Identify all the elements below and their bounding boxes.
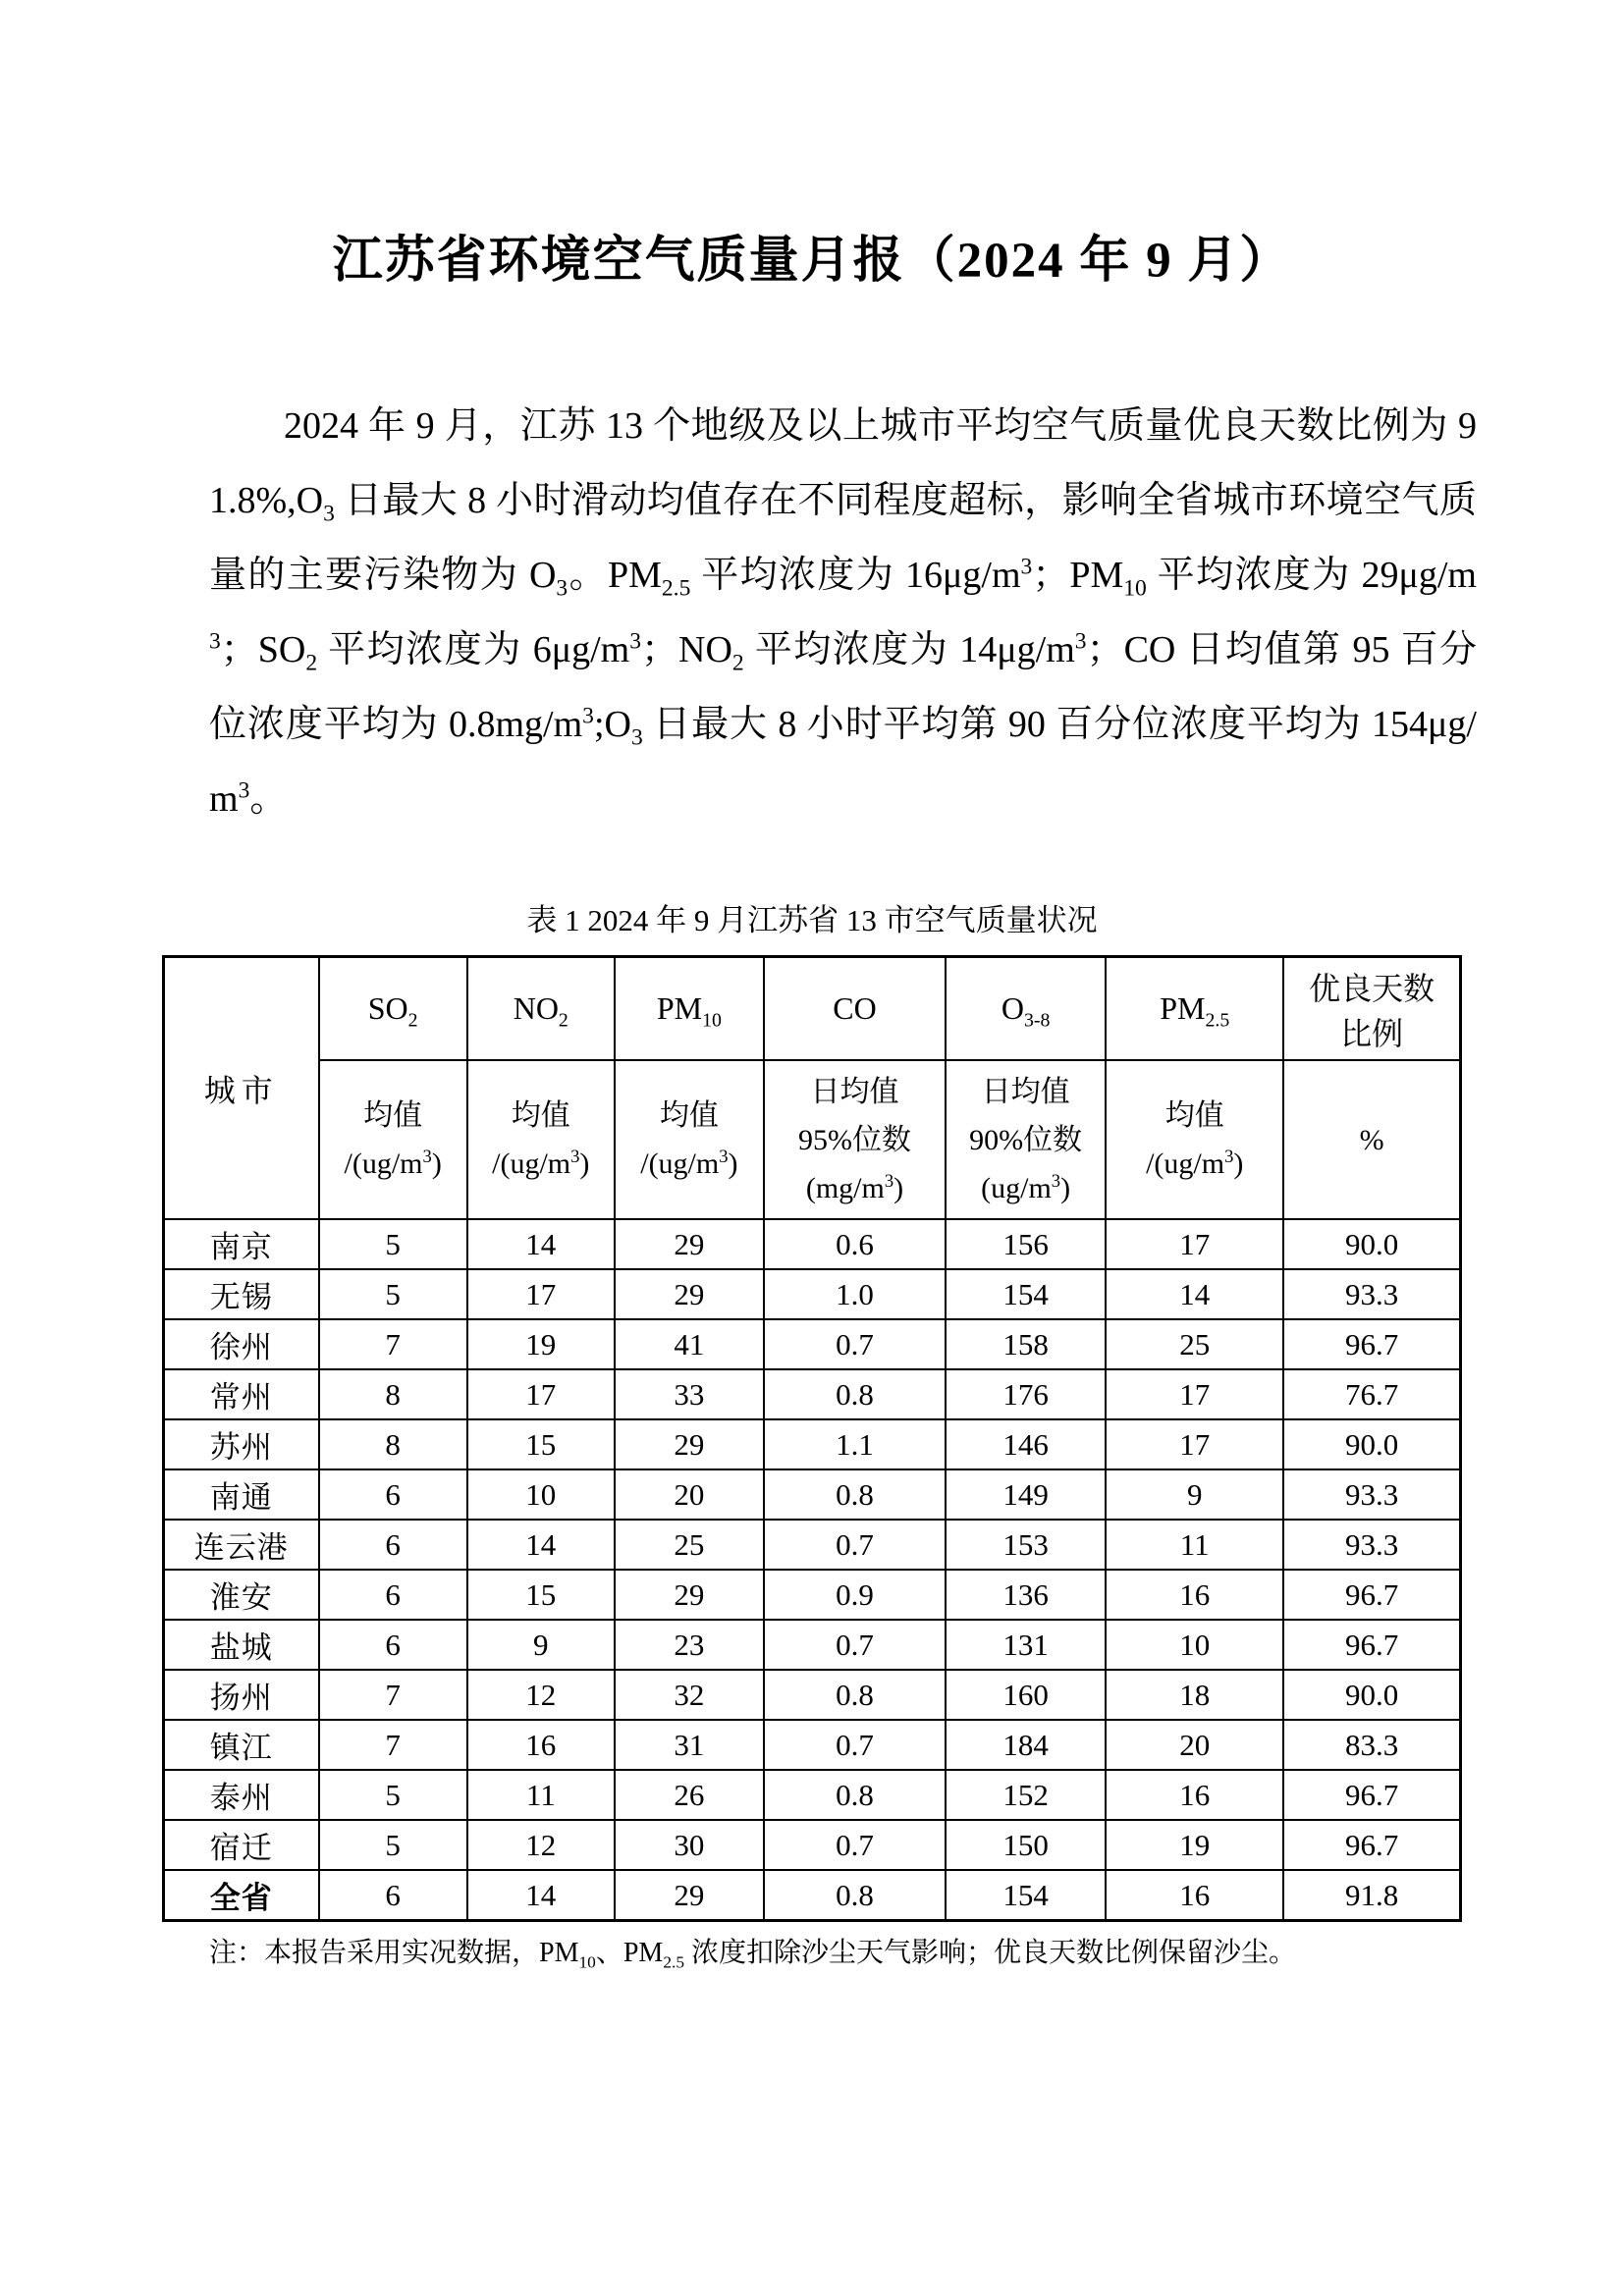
value-cell: 0.6: [764, 1219, 946, 1269]
value-cell: 0.7: [764, 1319, 946, 1369]
value-cell: 96.7: [1283, 1820, 1460, 1870]
value-cell: 160: [946, 1670, 1106, 1720]
value-cell: 0.8: [764, 1670, 946, 1720]
value-cell: 146: [946, 1419, 1106, 1469]
value-cell: 25: [615, 1520, 764, 1570]
city-cell: 淮安: [164, 1570, 319, 1620]
value-cell: 6: [319, 1620, 467, 1670]
value-cell: 5: [319, 1219, 467, 1269]
value-cell: 96.7: [1283, 1570, 1460, 1620]
value-cell: 6: [319, 1469, 467, 1520]
unit-no2: 均值 $/(ug/m^3)$: [467, 1060, 615, 1219]
city-cell: 全省: [164, 1870, 319, 1921]
value-cell: 184: [946, 1720, 1106, 1770]
value-cell: 96.7: [1283, 1319, 1460, 1369]
value-cell: 26: [615, 1770, 764, 1820]
value-cell: 11: [467, 1770, 615, 1820]
value-cell: 17: [1106, 1219, 1283, 1269]
value-cell: 29: [615, 1219, 764, 1269]
value-cell: 11: [1106, 1520, 1283, 1570]
unit-so2: 均值 $/(ug/m^3)$: [319, 1060, 467, 1219]
value-cell: 29: [615, 1870, 764, 1921]
footnote: 注：本报告采用实况数据，$PM_{10}$、$PM_{2.5}$ 浓度扣除沙尘天气影响；优良天数比例保留沙尘。: [209, 1938, 1297, 1972]
value-cell: 19: [467, 1319, 615, 1369]
header-o3-8: $O_{3-8}$: [946, 957, 1106, 1061]
value-cell: 7: [319, 1670, 467, 1720]
value-cell: 93.3: [1283, 1520, 1460, 1570]
city-cell: 无锡: [164, 1269, 319, 1319]
table-row: [164, 1419, 1461, 1469]
header-co: CO: [764, 957, 946, 1061]
value-cell: 90.0: [1283, 1670, 1460, 1720]
value-cell: 6: [319, 1570, 467, 1620]
value-cell: 1.1: [764, 1419, 946, 1469]
value-cell: 91.8: [1283, 1870, 1460, 1921]
value-cell: 149: [946, 1469, 1106, 1520]
value-cell: 23: [615, 1620, 764, 1670]
value-cell: 93.3: [1283, 1269, 1460, 1319]
value-cell: 14: [467, 1219, 615, 1269]
value-cell: 31: [615, 1720, 764, 1770]
value-cell: 10: [1106, 1620, 1283, 1670]
unit-co: 日均值 95%位数 $(mg/m^3)$: [764, 1060, 946, 1219]
unit-o3-8: 日均值 90%位数 $(ug/m^3)$: [946, 1060, 1106, 1219]
city-cell: 盐城: [164, 1620, 319, 1670]
value-cell: 0.7: [764, 1520, 946, 1570]
value-cell: 17: [1106, 1419, 1283, 1469]
table-row: [164, 1219, 1461, 1269]
value-cell: 12: [467, 1820, 615, 1870]
city-cell: 宿迁: [164, 1820, 319, 1870]
value-cell: 7: [319, 1319, 467, 1369]
value-cell: 8: [319, 1369, 467, 1419]
value-cell: 20: [1106, 1720, 1283, 1770]
value-cell: 0.7: [764, 1720, 946, 1770]
city-cell: 泰州: [164, 1770, 319, 1820]
value-cell: 90.0: [1283, 1219, 1460, 1269]
value-cell: 9: [467, 1620, 615, 1670]
table-row: [164, 1269, 1461, 1319]
value-cell: 33: [615, 1369, 764, 1419]
summary-paragraph: 2024 年 9 月，江苏 13 个地级及以上城市平均空气质量优良天数比例为 $91.8\%,O_3$ 日最大 8 小时滑动均值存在不同程度超标，影响全省城市环境空气质量的主要污染物为 $O_3$。$PM_{2.5}$ 平均浓度为 $16\mu g/m^3$；$PM_{10}$ 平均浓度为 $29\mu g/m^3$；$SO_2$ 平均浓度为 $6\mu g/m^3$；$NO_2$ 平均浓度为 $14\mu g/m^3$；CO 日均值第 95 百分位浓度平均为 $0.8mg/m^3;O_3$ 日最大 8 小时平均第 90 百分位浓度平均为 $154\mu g/m^3$。: [209, 405, 1477, 820]
table-caption: 表 1 2024 年 9 月江苏省 13 市空气质量状况: [526, 903, 1098, 937]
value-cell: 152: [946, 1770, 1106, 1820]
value-cell: 14: [1106, 1269, 1283, 1319]
table-row: [164, 1720, 1461, 1770]
table-row: [164, 1870, 1461, 1921]
value-cell: 1.0: [764, 1269, 946, 1319]
value-cell: 0.8: [764, 1770, 946, 1820]
value-cell: 29: [615, 1419, 764, 1469]
value-cell: 0.7: [764, 1820, 946, 1870]
city-cell: 扬州: [164, 1670, 319, 1720]
value-cell: 32: [615, 1670, 764, 1720]
city-cell: 南通: [164, 1469, 319, 1520]
value-cell: 0.8: [764, 1870, 946, 1921]
value-cell: 15: [467, 1419, 615, 1469]
city-cell: 苏州: [164, 1419, 319, 1469]
value-cell: 176: [946, 1369, 1106, 1419]
value-cell: 153: [946, 1520, 1106, 1570]
header-city: 城市: [164, 957, 319, 1220]
header-good-days-ratio: 优良天数 比例: [1283, 957, 1460, 1061]
value-cell: 90.0: [1283, 1419, 1460, 1469]
value-cell: 17: [467, 1269, 615, 1319]
value-cell: 76.7: [1283, 1369, 1460, 1419]
value-cell: 158: [946, 1319, 1106, 1369]
header-pm10: $PM_{10}$: [615, 957, 764, 1061]
unit-pm10: 均值 $/(ug/m^3)$: [615, 1060, 764, 1219]
value-cell: 14: [467, 1520, 615, 1570]
city-cell: 南京: [164, 1219, 319, 1269]
value-cell: 12: [467, 1670, 615, 1720]
table-body: [164, 1219, 1461, 1921]
value-cell: 5: [319, 1770, 467, 1820]
value-cell: 29: [615, 1269, 764, 1319]
page-title: 江苏省环境空气质量月报（2024 年 9 月）: [332, 234, 1292, 289]
value-cell: 5: [319, 1269, 467, 1319]
air-quality-table: [162, 955, 1462, 1922]
value-cell: 0.7: [764, 1620, 946, 1670]
value-cell: 136: [946, 1570, 1106, 1620]
value-cell: 41: [615, 1319, 764, 1369]
header-no2: $NO_2$: [467, 957, 615, 1061]
header-pm25: $PM_{2.5}$: [1106, 957, 1283, 1061]
header-row-pollutants: [164, 957, 1461, 1061]
value-cell: 16: [1106, 1570, 1283, 1620]
value-cell: 17: [467, 1369, 615, 1419]
value-cell: 154: [946, 1870, 1106, 1921]
value-cell: 14: [467, 1870, 615, 1921]
value-cell: 0.8: [764, 1469, 946, 1520]
value-cell: 20: [615, 1469, 764, 1520]
value-cell: 5: [319, 1820, 467, 1870]
value-cell: 93.3: [1283, 1469, 1460, 1520]
value-cell: 10: [467, 1469, 615, 1520]
value-cell: 6: [319, 1520, 467, 1570]
city-cell: 常州: [164, 1369, 319, 1419]
header-row-units: [164, 1060, 1461, 1219]
value-cell: 150: [946, 1820, 1106, 1870]
value-cell: 30: [615, 1820, 764, 1870]
value-cell: 16: [1106, 1870, 1283, 1921]
value-cell: 16: [467, 1720, 615, 1770]
value-cell: 96.7: [1283, 1770, 1460, 1820]
value-cell: 156: [946, 1219, 1106, 1269]
table-row: [164, 1319, 1461, 1369]
table-row: [164, 1670, 1461, 1720]
value-cell: 6: [319, 1870, 467, 1921]
value-cell: 15: [467, 1570, 615, 1620]
value-cell: 19: [1106, 1820, 1283, 1870]
value-cell: 0.8: [764, 1369, 946, 1419]
table-row: [164, 1770, 1461, 1820]
table-row: [164, 1469, 1461, 1520]
value-cell: 25: [1106, 1319, 1283, 1369]
city-cell: 徐州: [164, 1319, 319, 1369]
table-row: [164, 1820, 1461, 1870]
city-cell: 连云港: [164, 1520, 319, 1570]
value-cell: 8: [319, 1419, 467, 1469]
value-cell: 9: [1106, 1469, 1283, 1520]
value-cell: 7: [319, 1720, 467, 1770]
table-row: [164, 1570, 1461, 1620]
table-row: [164, 1369, 1461, 1419]
value-cell: 17: [1106, 1369, 1283, 1419]
header-so2: $SO_2$: [319, 957, 467, 1061]
unit-pm25: 均值 $/(ug/m^3)$: [1106, 1060, 1283, 1219]
city-cell: 镇江: [164, 1720, 319, 1770]
value-cell: 0.9: [764, 1570, 946, 1620]
value-cell: 131: [946, 1620, 1106, 1670]
value-cell: 29: [615, 1570, 764, 1620]
value-cell: 83.3: [1283, 1720, 1460, 1770]
table-row: [164, 1520, 1461, 1570]
value-cell: 96.7: [1283, 1620, 1460, 1670]
value-cell: 18: [1106, 1670, 1283, 1720]
table-row: [164, 1620, 1461, 1670]
value-cell: 16: [1106, 1770, 1283, 1820]
table-header: [164, 957, 1461, 1220]
unit-good-days-ratio: %: [1283, 1060, 1460, 1219]
value-cell: 154: [946, 1269, 1106, 1319]
